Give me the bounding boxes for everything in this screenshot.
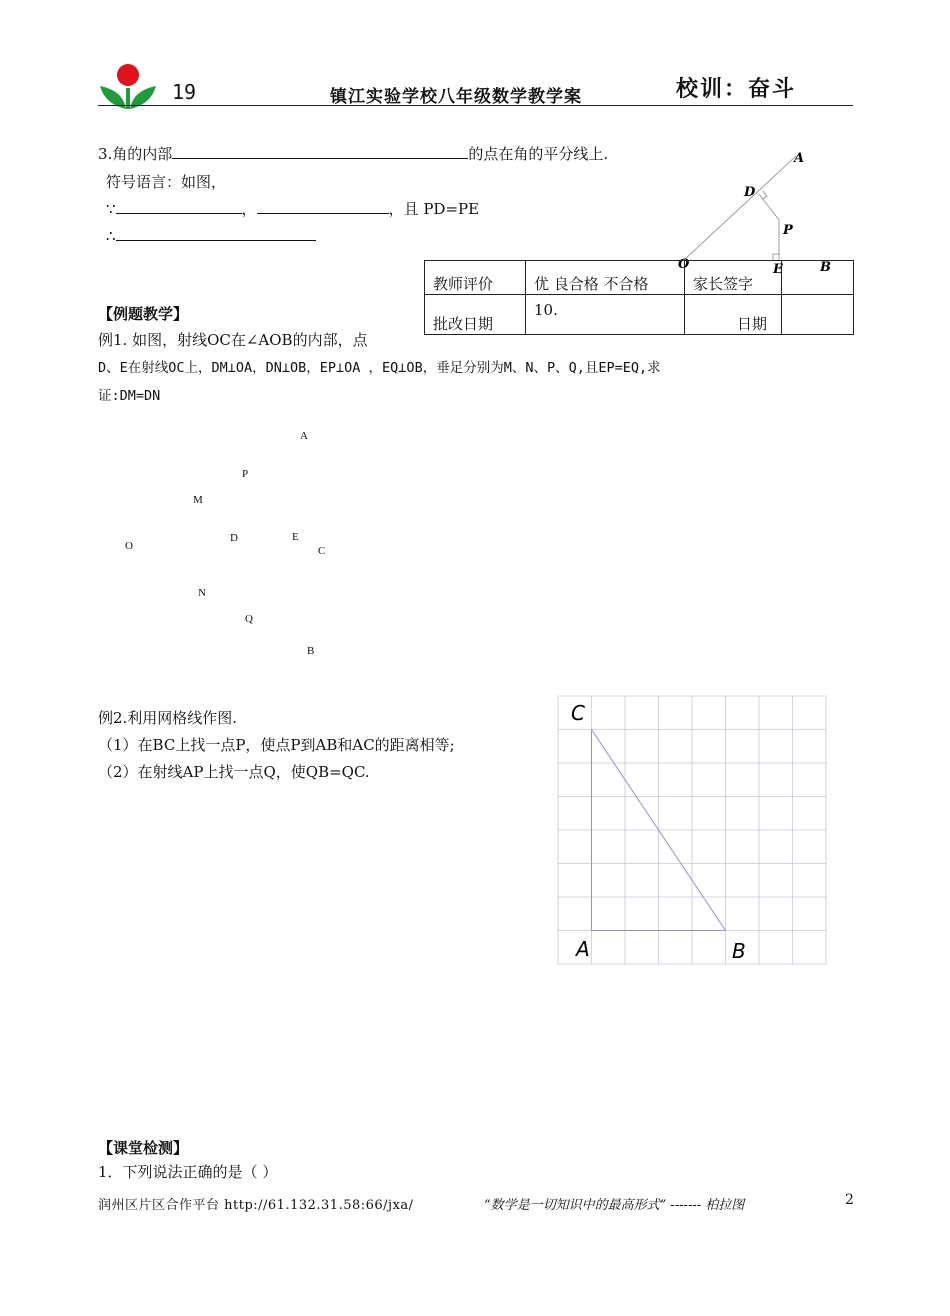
header-rule bbox=[98, 105, 853, 106]
example2-line3: （2）在射线AP上找一点Q，使QB=QC. bbox=[98, 763, 370, 781]
table-cell: 批改日期 bbox=[425, 295, 526, 335]
page-number: 2 bbox=[845, 1192, 854, 1208]
symbol-language-label: 符号语言：如图， bbox=[106, 173, 227, 191]
table-cell: 优 良合格 不合格 bbox=[526, 261, 685, 295]
line-dp bbox=[759, 194, 779, 220]
fig2-label-m: M bbox=[193, 494, 203, 506]
right-angle-mark-d bbox=[763, 191, 767, 199]
question-1: 1．下列说法正确的是（ ） bbox=[98, 1163, 278, 1181]
fill-blank[interactable] bbox=[257, 199, 389, 214]
evaluation-table bbox=[424, 260, 854, 335]
school-logo bbox=[96, 62, 160, 110]
example2-line1: 例2.利用网格线作图. bbox=[98, 709, 238, 727]
section-heading-examples: 【例题教学】 bbox=[98, 305, 189, 323]
table-cell: 教师评价 bbox=[425, 261, 526, 295]
table-cell-sign[interactable] bbox=[782, 261, 854, 295]
table-row bbox=[425, 261, 854, 295]
fig1-label-p: P bbox=[783, 223, 793, 238]
fig2-label-d: D bbox=[230, 532, 238, 544]
fig1-label-a: A bbox=[794, 151, 805, 166]
example2-line2: （1）在BC上找一点P，使点P到AB和AC的距离相等; bbox=[98, 736, 455, 754]
grid-label-c: C bbox=[571, 701, 585, 725]
grid-lines bbox=[558, 696, 826, 964]
fig1-label-b: B bbox=[820, 260, 831, 275]
header-title: 镇江实验学校八年级数学教学案 bbox=[330, 87, 582, 107]
example1-figure bbox=[110, 425, 350, 665]
footer-platform: 润州区片区合作平台 http://61.132.31.58:66/jxa/ bbox=[98, 1198, 414, 1213]
grid-label-a: A bbox=[576, 937, 590, 961]
because-line: ∵ ， ，且 PD=PE bbox=[106, 200, 480, 218]
footer-quote: “数学是一切知识中的最高形式” ------- 柏拉图 bbox=[484, 1198, 745, 1213]
fill-blank[interactable] bbox=[172, 144, 468, 159]
section-heading-classroom: 【课堂检测】 bbox=[98, 1139, 189, 1157]
fig2-label-b: B bbox=[307, 645, 315, 657]
fig2-label-p: P bbox=[242, 468, 249, 480]
table-cell: 10. bbox=[526, 295, 685, 335]
fig1-label-e: E bbox=[773, 262, 783, 277]
fig1-label-o: O bbox=[678, 257, 690, 272]
fill-blank[interactable] bbox=[116, 199, 242, 214]
fill-blank[interactable] bbox=[116, 226, 316, 241]
therefore-line: ∴ bbox=[106, 226, 316, 246]
fig1-label-d: D bbox=[744, 185, 756, 200]
table-cell: 日期 bbox=[685, 295, 782, 335]
section3-line1: 3.角的内部 的点在角的平分线上. bbox=[98, 145, 609, 163]
fig2-label-o: O bbox=[125, 540, 133, 552]
fig2-label-a: A bbox=[300, 430, 308, 442]
example1-text: 例1. 如图，射线OC在∠AOB的内部，点 D、E在射线OC上，DM⊥OA，DN⊥OB，EP⊥OA ，EQ⊥OB，垂足分别为M、N、P、Q,且EP=EQ,求 证:DM=DN bbox=[98, 331, 661, 404]
grid-figure bbox=[556, 694, 830, 968]
grid-label-b: B bbox=[732, 939, 746, 963]
lesson-number: 19 bbox=[172, 80, 197, 104]
fig2-label-c: C bbox=[318, 545, 326, 557]
school-motto: 校训：奋斗 bbox=[676, 77, 797, 102]
table-cell: 家长签字 bbox=[685, 261, 782, 295]
angle-bisector-figure bbox=[676, 148, 852, 278]
fig2-label-q: Q bbox=[245, 613, 253, 625]
fig2-label-e: E bbox=[292, 531, 299, 543]
fig2-label-n: N bbox=[198, 587, 206, 599]
